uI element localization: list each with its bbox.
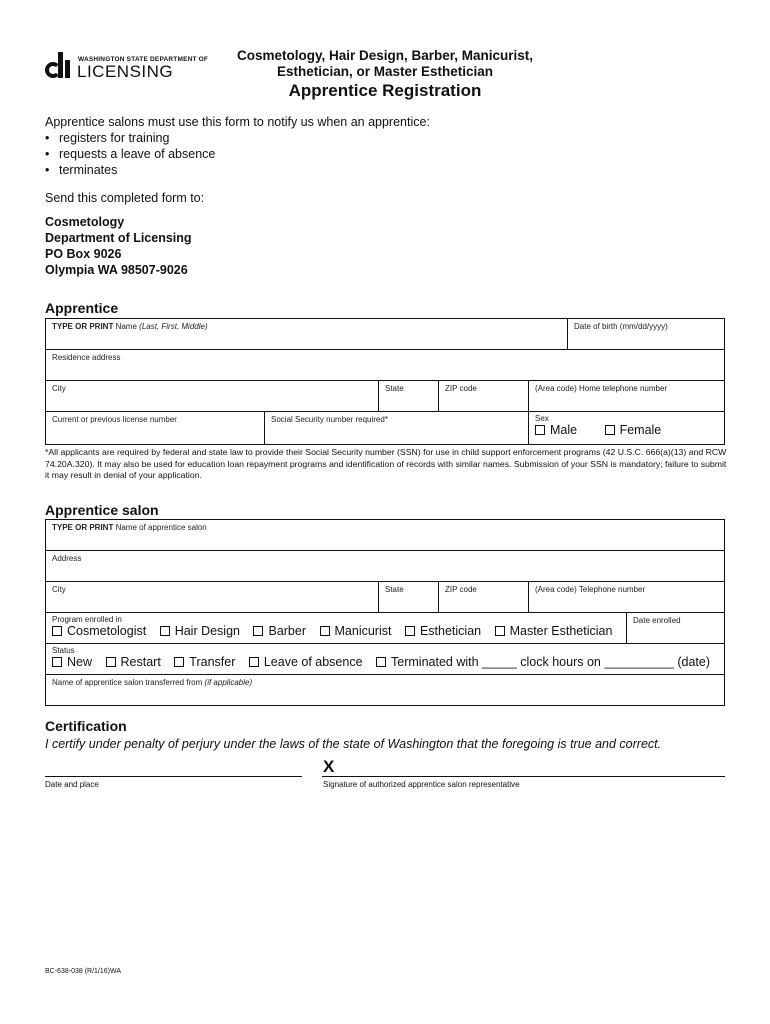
signature-x-mark: X	[323, 757, 335, 776]
manicurist-checkbox[interactable]	[320, 626, 330, 636]
status-restart[interactable]: Restart	[106, 655, 161, 669]
signature-label: Signature of authorized apprentice salon representative	[323, 780, 520, 789]
status-label: Status	[52, 646, 75, 655]
date-place-line[interactable]	[45, 776, 302, 777]
residence-address-label: Residence address	[52, 353, 121, 362]
apprentice-section-title: Apprentice	[45, 300, 119, 316]
intro-bullet: • requests a leave of absence	[45, 146, 430, 162]
program-barber[interactable]: Barber	[253, 624, 306, 638]
salon-address-label: Address	[52, 554, 82, 563]
dol-logo	[45, 50, 209, 82]
apprentice-row-license	[46, 412, 724, 444]
salon-row-address	[46, 551, 724, 582]
salon-city-field[interactable]	[46, 582, 379, 612]
certification-statement: I certify under penalty of perjury under the laws of the state of Washington that the foregoing is true and correct.	[45, 737, 662, 751]
program-hair-design[interactable]: Hair Design	[160, 624, 240, 638]
sex-field	[529, 412, 724, 444]
program-field	[46, 613, 627, 643]
terminated-checkbox[interactable]	[376, 657, 386, 667]
cosmetologist-checkbox[interactable]	[52, 626, 62, 636]
master-esthetician-checkbox[interactable]	[495, 626, 505, 636]
restart-checkbox[interactable]	[106, 657, 116, 667]
transferred-from-label: Name of apprentice salon transferred from (if applicable)	[52, 678, 253, 687]
sex-male-option[interactable]: Male	[535, 423, 577, 437]
zip-label: ZIP code	[445, 384, 477, 393]
status-new[interactable]: New	[52, 655, 92, 669]
address-line: PO Box 9026	[45, 247, 122, 261]
salon-phone-label: (Area code) Telephone number	[535, 585, 646, 594]
program-options	[52, 624, 620, 638]
form-title	[195, 48, 575, 101]
salon-zip-field[interactable]	[439, 582, 529, 612]
apprentice-row-residence	[46, 350, 724, 381]
intro	[45, 114, 430, 178]
salon-grid	[45, 519, 725, 706]
salon-name-label: TYPE OR PRINT Name of apprentice salon	[52, 523, 207, 532]
ssn-disclosure: *All applicants are required by federal and state law to provide their Social Security number (SSN) for use in child support enforcement programs (42 U.S.C. 666(a)(13) and RCW 74.20A.320). It may also be used for education loan repayment programs and identification of records with similar names. Submission of your SSN is mandatory; failure to submit it may result in denial of your application.	[45, 447, 727, 480]
agency-name: LICENSING	[77, 62, 174, 81]
hair-design-checkbox[interactable]	[160, 626, 170, 636]
title-line-2: Esthetician, or Master Esthetician	[276, 64, 494, 79]
date-enrolled-field[interactable]	[627, 613, 724, 643]
apprentice-name-field[interactable]	[46, 319, 568, 349]
salon-row-program	[46, 613, 724, 644]
status-terminated[interactable]: Terminated with _____ clock hours on __________ (date)	[376, 655, 710, 669]
residence-address-field[interactable]	[46, 350, 724, 380]
salon-address-field[interactable]	[46, 551, 724, 581]
form-number: BC-638-038 (R/1/16)WA	[45, 968, 121, 975]
program-master-esthetician[interactable]: Master Esthetician	[495, 624, 613, 638]
home-phone-label: (Area code) Home telephone number	[535, 384, 668, 393]
intro-text: Apprentice salons must use this form to notify us when an apprentice:	[45, 115, 430, 129]
status-leave-of-absence[interactable]: Leave of absence	[249, 655, 363, 669]
salon-zip-label: ZIP code	[445, 585, 477, 594]
sex-options	[535, 423, 718, 437]
apprentice-grid	[45, 318, 725, 445]
program-label: Program enrolled in	[52, 615, 122, 624]
date-enrolled-label: Date enrolled	[633, 616, 681, 625]
send-to-label: Send this completed form to:	[45, 191, 205, 205]
transfer-checkbox[interactable]	[174, 657, 184, 667]
salon-state-field[interactable]	[379, 582, 439, 612]
status-transfer[interactable]: Transfer	[174, 655, 235, 669]
apprentice-city-field[interactable]	[46, 381, 379, 411]
state-label: State	[385, 384, 404, 393]
program-esthetician[interactable]: Esthetician	[405, 624, 481, 638]
salon-section-title: Apprentice salon	[45, 502, 159, 518]
signature-line[interactable]	[322, 776, 725, 777]
license-number-field[interactable]	[46, 412, 265, 444]
transferred-from-field[interactable]	[46, 675, 724, 705]
license-number-label: Current or previous license number	[52, 415, 177, 424]
certification-section-title: Certification	[45, 718, 127, 734]
date-place-label: Date and place	[45, 780, 99, 789]
sex-female-option[interactable]: Female	[605, 423, 662, 437]
dob-label: Date of birth (mm/dd/yyyy)	[574, 322, 668, 331]
intro-bullet: • registers for training	[45, 130, 430, 146]
salon-city-label: City	[52, 585, 66, 594]
salon-row-transferred	[46, 675, 724, 705]
program-manicurist[interactable]: Manicurist	[320, 624, 392, 638]
apprentice-name-label: TYPE OR PRINT Name (Last, First, Middle)	[52, 322, 208, 331]
title-line-1: Cosmetology, Hair Design, Barber, Manicurist,	[236, 48, 534, 63]
barber-checkbox[interactable]	[253, 626, 263, 636]
apprentice-row-name	[46, 319, 724, 350]
salon-row-city	[46, 582, 724, 613]
esthetician-checkbox[interactable]	[405, 626, 415, 636]
apprentice-phone-field[interactable]	[529, 381, 724, 411]
address-line: Cosmetology	[45, 215, 125, 229]
city-label: City	[52, 384, 66, 393]
female-checkbox[interactable]	[605, 425, 615, 435]
salon-phone-field[interactable]	[529, 582, 724, 612]
ssn-field[interactable]	[265, 412, 529, 444]
intro-bullets	[45, 130, 430, 178]
salon-row-name	[46, 520, 724, 551]
salon-state-label: State	[385, 585, 404, 594]
salon-name-field[interactable]	[46, 520, 724, 550]
intro-bullet: • terminates	[45, 162, 430, 178]
agency-line: WASHINGTON STATE DEPARTMENT OF	[78, 56, 209, 63]
status-options	[52, 655, 718, 669]
title-main: Apprentice Registration	[288, 81, 482, 100]
dol-logo-icon	[45, 50, 75, 80]
apprentice-zip-field[interactable]	[439, 381, 529, 411]
ssn-label: Social Security number required*	[271, 415, 388, 424]
apprentice-state-field[interactable]	[379, 381, 439, 411]
sex-label: Sex	[535, 414, 549, 423]
apprentice-dob-field[interactable]	[568, 319, 724, 349]
new-checkbox[interactable]	[52, 657, 62, 667]
salon-row-status	[46, 644, 724, 675]
leave-of-absence-checkbox[interactable]	[249, 657, 259, 667]
apprentice-row-city	[46, 381, 724, 412]
address-line: Olympia WA 98507-9026	[45, 263, 188, 277]
program-cosmetologist[interactable]: Cosmetologist	[52, 624, 146, 638]
male-checkbox[interactable]	[535, 425, 545, 435]
mailing-address	[45, 214, 192, 278]
status-field	[46, 644, 724, 674]
address-line: Department of Licensing	[45, 231, 192, 245]
